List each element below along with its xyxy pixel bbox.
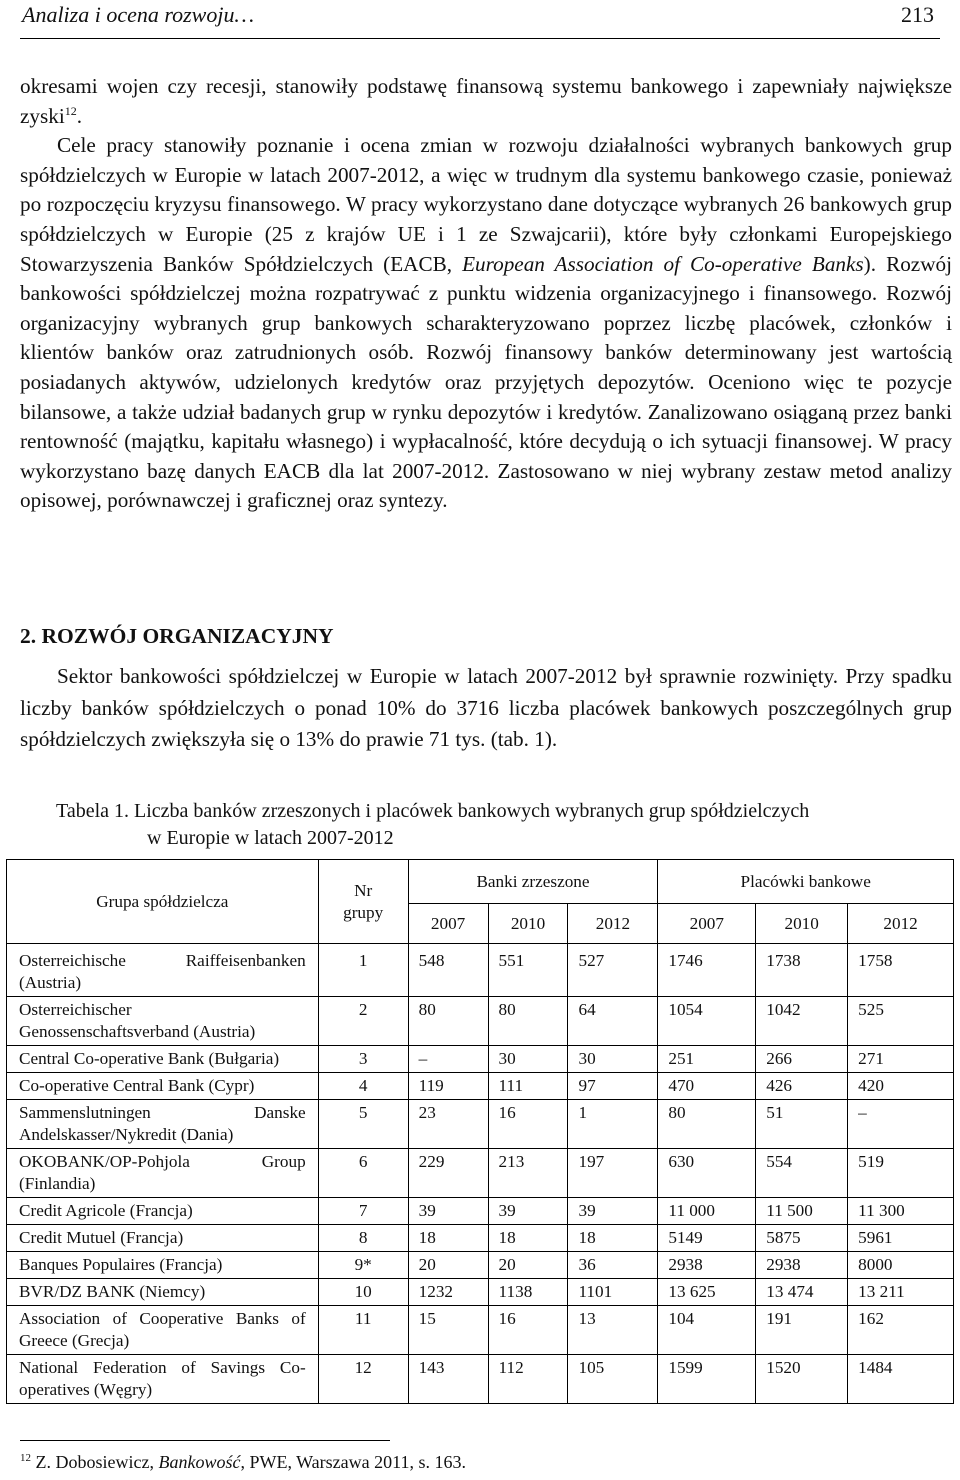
- cell-group-nr: 2: [318, 997, 408, 1046]
- cell-group-name: Sammenslutningen Danske Andelskasser/Nykredit (Dania): [7, 1100, 319, 1149]
- cell-value: 5149: [658, 1225, 756, 1252]
- running-header: [20, 0, 940, 39]
- paragraph-1: okresami wojen czy recesji, stanowiły podstawę finansową systemu bankowego i zapewniały największe zyski$^{12}$.: [20, 74, 952, 128]
- header-year: 2010: [488, 904, 568, 944]
- cell-value: 197: [568, 1149, 658, 1198]
- cell-value: 11 300: [848, 1198, 954, 1225]
- cell-value: 1520: [756, 1355, 848, 1404]
- cell-group-name: Credit Agricole (Francja): [7, 1198, 319, 1225]
- body-text: [20, 72, 952, 516]
- cell-value: 420: [848, 1073, 954, 1100]
- cell-group-nr: 4: [318, 1073, 408, 1100]
- cell-value: 2938: [756, 1252, 848, 1279]
- cell-value: 80: [408, 997, 488, 1046]
- italic-term: European Association of Co-operative Banks: [462, 251, 864, 276]
- cell-value: 112: [488, 1355, 568, 1404]
- cell-value: 1484: [848, 1355, 954, 1404]
- cell-value: 1042: [756, 997, 848, 1046]
- cell-value: 13: [568, 1306, 658, 1355]
- cell-value: 426: [756, 1073, 848, 1100]
- cell-group-name: Osterreichische Raiffeisenbanken (Austria): [7, 944, 319, 997]
- cell-value: 11 500: [756, 1198, 848, 1225]
- cell-value: 1746: [658, 944, 756, 997]
- header-nr: Nr grupy: [318, 860, 408, 944]
- header-year: 2007: [658, 904, 756, 944]
- cell-value: 548: [408, 944, 488, 997]
- cell-value: 551: [488, 944, 568, 997]
- cell-value: 97: [568, 1073, 658, 1100]
- header-year: 2010: [756, 904, 848, 944]
- table-header-row: [7, 860, 954, 904]
- table-row: [7, 1252, 954, 1279]
- cell-value: 525: [848, 997, 954, 1046]
- table-caption: [56, 798, 956, 852]
- cell-value: 16: [488, 1306, 568, 1355]
- section-heading: 2. ROZWÓJ ORGANIZACYJNY: [20, 624, 334, 648]
- footnote-ref: 12: [64, 103, 77, 118]
- cell-value: 111: [488, 1073, 568, 1100]
- cell-value: 30: [488, 1046, 568, 1073]
- cell-value: 527: [568, 944, 658, 997]
- table-row: [7, 997, 954, 1046]
- cell-value: 1232: [408, 1279, 488, 1306]
- table-row: [7, 1355, 954, 1404]
- cell-value: 271: [848, 1046, 954, 1073]
- cell-value: 13 625: [658, 1279, 756, 1306]
- cell-value: 1138: [488, 1279, 568, 1306]
- cell-value: 15: [408, 1306, 488, 1355]
- cell-value: 2938: [658, 1252, 756, 1279]
- table-row: [7, 1100, 954, 1149]
- cell-value: 1101: [568, 1279, 658, 1306]
- cell-value: 16: [488, 1100, 568, 1149]
- cell-value: 143: [408, 1355, 488, 1404]
- cell-value: 519: [848, 1149, 954, 1198]
- cell-value: 470: [658, 1073, 756, 1100]
- cell-value: 39: [488, 1198, 568, 1225]
- table-row: [7, 1225, 954, 1252]
- header-banks: Banki zrzeszone: [408, 860, 658, 904]
- running-title: Analiza i ocena rozwoju…: [22, 2, 255, 27]
- cell-value: 5875: [756, 1225, 848, 1252]
- cell-value: 1738: [756, 944, 848, 997]
- caption-line-2: w Europie w latach 2007‐2012: [147, 827, 394, 849]
- cell-group-name: Osterreichischer Genossenschaftsverband (Austria): [7, 997, 319, 1046]
- cell-value: 105: [568, 1355, 658, 1404]
- caption-line-1: Tabela 1. Liczba banków zrzeszonych i placówek bankowych wybranych grup spółdzielczych: [56, 800, 810, 822]
- cell-value: 1758: [848, 944, 954, 997]
- cell-value: 30: [568, 1046, 658, 1073]
- page-number: 213: [901, 2, 934, 27]
- cell-group-nr: 7: [318, 1198, 408, 1225]
- cell-value: 191: [756, 1306, 848, 1355]
- footnote-book-title: Bankowość: [158, 1452, 241, 1472]
- cell-group-nr: 10: [318, 1279, 408, 1306]
- cell-value: 554: [756, 1149, 848, 1198]
- cell-value: 162: [848, 1306, 954, 1355]
- cell-group-name: Credit Mutuel (Francja): [7, 1225, 319, 1252]
- cell-value: 20: [488, 1252, 568, 1279]
- table-row: [7, 1198, 954, 1225]
- table-row: [7, 1149, 954, 1198]
- cell-value: 229: [408, 1149, 488, 1198]
- footnote-rule: [20, 1440, 390, 1441]
- cell-value: 64: [568, 997, 658, 1046]
- cell-value: 13 474: [756, 1279, 848, 1306]
- cell-value: 104: [658, 1306, 756, 1355]
- cell-value: 20: [408, 1252, 488, 1279]
- table-row: [7, 944, 954, 997]
- cell-group-nr: 1: [318, 944, 408, 997]
- cell-value: –: [848, 1100, 954, 1149]
- cell-group-name: Co-operative Central Bank (Cypr): [7, 1073, 319, 1100]
- section-paragraph: Sektor bankowości spółdzielczej w Europie w latach 2007‐2012 był sprawnie rozwinięty. Przy spadku liczby banków spółdzielczych o ponad 10% do 3716 liczba placówek bankowych poszczególnych grup spółdzielczych zwiększyła się o 13% do prawie 71 tys. (tab. 1).: [20, 664, 952, 751]
- table-body: [7, 944, 954, 1404]
- cell-value: 119: [408, 1073, 488, 1100]
- cell-value: 80: [488, 997, 568, 1046]
- cell-value: 630: [658, 1149, 756, 1198]
- cell-group-name: National Federation of Savings Co-operatives (Węgry): [7, 1355, 319, 1404]
- table-row: [7, 1046, 954, 1073]
- cell-group-nr: 5: [318, 1100, 408, 1149]
- cell-value: 18: [488, 1225, 568, 1252]
- cell-value: 36: [568, 1252, 658, 1279]
- paragraph-2: Cele pracy stanowiły poznanie i ocena zmian w rozwoju działalności wybranych bankowych grup spółdzielczych w Europie w latach 2007‐2012, a więc w trudnym dla systemu bankowego czasie, ponieważ po rozpoczęciu kryzysu finansowego. W pracy wykorzystano dane dotyczące wybranych 26 bankowych grup spółdzielczych w Europie (25 z krajów UE i 1 ze Szwajcarii), które były członkami Europejskiego Stowarzyszenia Banków Spółdzielczych (EACB, European Association of Co-operative Banks). Rozwój bankowości spółdzielczej można rozpatrywać z punktu widzenia organizacyjnego i finansowego. Rozwój organizacyjny wybranych grup bankowych scharakteryzowano poprzez liczbę placówek, członków i klientów banków oraz zatrudnionych osób. Rozwój finansowy banków determinowany jest wartością posiadanych aktywów, udzielonych kredytów oraz przyjętych depozytów. Oceniono więc te pozycje bilansowe, a także udział badanych grup w rynku depozytów i kredytów. Zanalizowano osiąganą przez banki rentowność (majątku, kapitału własnego) i wypłacalność, które decydują o ich sytuacji finansowej. W pracy wykorzystano bazę danych EACB dla lat 2007‐2012. Zastosowano w niej wybrany zestaw metod analizy opisowej, porównawczej i graficznej oraz syntezy.: [20, 133, 952, 513]
- cell-value: –: [408, 1046, 488, 1073]
- cell-group-nr: 12: [318, 1355, 408, 1404]
- table-row: [7, 1279, 954, 1306]
- footnote-number: 12: [20, 1452, 31, 1464]
- cell-value: 39: [568, 1198, 658, 1225]
- cell-group-name: BVR/DZ BANK (Niemcy): [7, 1279, 319, 1306]
- cell-value: 18: [568, 1225, 658, 1252]
- cell-value: 11 000: [658, 1198, 756, 1225]
- cell-value: 213: [488, 1149, 568, 1198]
- cell-value: 39: [408, 1198, 488, 1225]
- header-group: Grupa spółdzielcza: [7, 860, 319, 944]
- cell-value: 18: [408, 1225, 488, 1252]
- footnote: $^{12}$ Z. Dobosiewicz, Bankowość, PWE, Warszawa 2011, s. 163.: [20, 1452, 466, 1472]
- cell-value: 251: [658, 1046, 756, 1073]
- cell-value: 266: [756, 1046, 848, 1073]
- cell-value: 13 211: [848, 1279, 954, 1306]
- data-table: [6, 859, 954, 1404]
- cell-value: 1599: [658, 1355, 756, 1404]
- cell-value: 80: [658, 1100, 756, 1149]
- cell-value: 23: [408, 1100, 488, 1149]
- cell-group-nr: 8: [318, 1225, 408, 1252]
- table-row: [7, 1306, 954, 1355]
- cell-value: 51: [756, 1100, 848, 1149]
- header-year: 2012: [568, 904, 658, 944]
- cell-group-name: OKOBANK/OP-Pohjola Group (Finlandia): [7, 1149, 319, 1198]
- table-row: [7, 1073, 954, 1100]
- cell-group-nr: 3: [318, 1046, 408, 1073]
- cell-value: 1: [568, 1100, 658, 1149]
- cell-group-name: Banques Populaires (Francja): [7, 1252, 319, 1279]
- cell-group-nr: 11: [318, 1306, 408, 1355]
- cell-group-name: Association of Cooperative Banks of Greece (Grecja): [7, 1306, 319, 1355]
- header-branches: Placówki bankowe: [658, 860, 954, 904]
- cell-value: 1054: [658, 997, 756, 1046]
- header-year: 2007: [408, 904, 488, 944]
- cell-group-nr: 6: [318, 1149, 408, 1198]
- cell-value: 5961: [848, 1225, 954, 1252]
- cell-value: 8000: [848, 1252, 954, 1279]
- cell-group-name: Central Co-operative Bank (Bułgaria): [7, 1046, 319, 1073]
- cell-group-nr: 9*: [318, 1252, 408, 1279]
- header-year: 2012: [848, 904, 954, 944]
